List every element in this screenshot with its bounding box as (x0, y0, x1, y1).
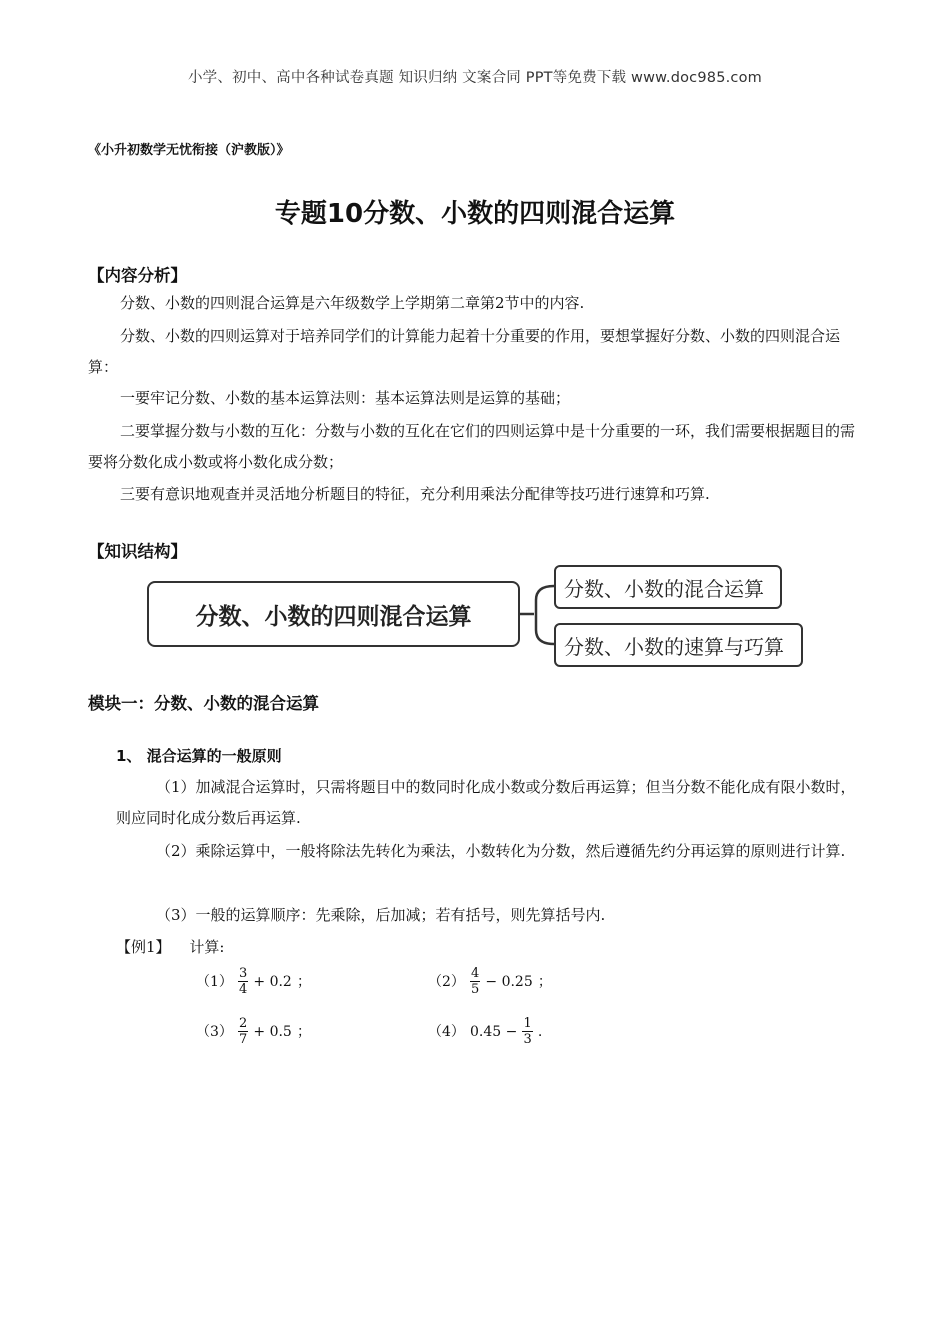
problem-label: （1） (196, 974, 233, 990)
fraction: $\frac{2}{7}$ (239, 1016, 248, 1047)
problem-4 (428, 1016, 542, 1047)
problem-end: ； (296, 974, 311, 990)
analysis-paragraph: 三要有意识地观查并灵活地分析题目的特征，充分利用乘法分配律等技巧进行速算和巧算. (120, 485, 710, 503)
problem-2 (428, 966, 552, 997)
expression-rest: + 0.5 (253, 1024, 292, 1040)
problem-end: ； (537, 974, 552, 990)
fraction: $\frac{3}{4}$ (239, 966, 248, 997)
fraction: $\frac{4}{5}$ (471, 966, 480, 997)
analysis-paragraph: 分数、小数的四则混合运算是六年级数学上学期第二章第2节中的内容. (120, 294, 585, 312)
series-title: 《小升初数学无忧衔接（沪教版）》 (88, 143, 290, 158)
structure-connector (518, 570, 558, 670)
structure-root-box: 分数、小数的四则混合运算 (147, 581, 520, 647)
page-title: 专题10分数、小数的四则混合运算 (274, 199, 676, 229)
example-instruction: 计算: (189, 938, 225, 956)
problem-end: . (537, 1024, 543, 1040)
analysis-paragraph: 分数、小数的四则运算对于培养同学们的计算能力起着十分重要的作用，要想掌握好分数、小数的四则混合运算： (88, 327, 841, 376)
module-heading: 模块一：分数、小数的混合运算 (88, 694, 319, 713)
fraction: $\frac{1}{3}$ (523, 1016, 532, 1047)
knowledge-structure-heading: 【知识结构】 (88, 542, 187, 561)
problem-label: （3） (196, 1024, 233, 1040)
analysis-paragraph: 二要掌握分数与小数的互化：分数与小数的互化在它们的四则运算中是十分重要的一环，我们需要根据题目的需要将分数化成小数或将小数化成分数； (88, 422, 856, 471)
example-label: 【例1】 (116, 938, 171, 956)
rule-3: （3）一般的运算顺序：先乘除，后加减；若有括号，则先算括号内. (156, 906, 606, 924)
content-analysis-heading: 【内容分析】 (88, 266, 187, 285)
problem-3 (196, 1016, 311, 1047)
problem-label: （2） (428, 974, 465, 990)
example-1 (116, 936, 224, 957)
problem-end: ； (296, 1024, 311, 1040)
expression-lead: 0.45 − (470, 1024, 518, 1040)
structure-branch-mixed: 分数、小数的混合运算 (554, 565, 782, 609)
expression-rest: − 0.25 (485, 974, 533, 990)
rule-1: （1）加减混合运算时，只需将题目中的数同时化成小数或分数后再运算；但当分数不能化成有限小数时，则应同时化成分数后再运算. (116, 778, 856, 827)
structure-branch-quick: 分数、小数的速算与巧算 (554, 623, 803, 667)
analysis-paragraph: 一要牢记分数、小数的基本运算法则：基本运算法则是运算的基础； (120, 389, 571, 407)
expression-rest: + 0.2 (253, 974, 292, 990)
rules-subheading: 1、 混合运算的一般原则 (116, 747, 282, 765)
problem-1 (196, 966, 311, 997)
problem-label: （4） (428, 1024, 465, 1040)
rule-2: （2）乘除运算中，一般将除法先转化为乘法，小数转化为分数，然后遵循先约分再运算的原则进行计算. (156, 842, 846, 860)
site-header: 小学、初中、高中各种试卷真题 知识归纳 文案合同 PPT等免费下载 www.doc985.com (187, 70, 763, 86)
